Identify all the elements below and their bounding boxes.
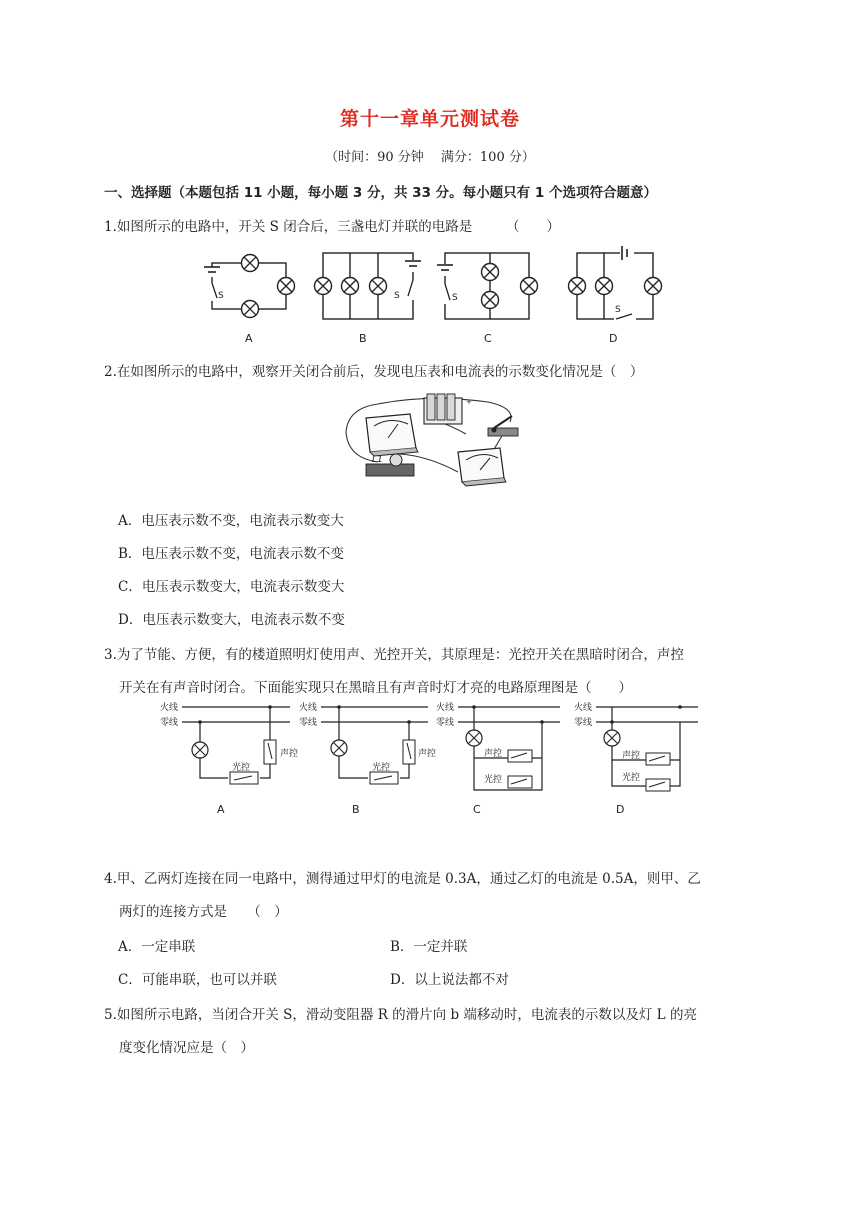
lamp-icon: [342, 278, 359, 295]
neutral-wire-label: 零线: [160, 718, 179, 728]
switch-label-a: S: [218, 291, 224, 301]
sound-switch-label: 声控: [280, 749, 299, 759]
lamp-icon: [482, 264, 499, 281]
option-label-d: D: [616, 803, 625, 816]
question-1-circuits: [190, 240, 670, 348]
question-2-stem: 2.在如图所示的电路中，观察开关闭合前后，发现电压表和电流表的示数变化情况是（ ）: [104, 364, 644, 380]
sound-switch-label: 声控: [418, 749, 437, 759]
light-switch-label: 光控: [622, 773, 641, 783]
option-label-c: C: [484, 332, 492, 345]
question-5-stem-line1: 5.如图所示电路，当闭合开关 S，滑动变阻器 R 的滑片向 b 端移动时，电流表的示数以及灯 L 的亮: [104, 1007, 697, 1023]
option-label-a: A: [217, 803, 225, 816]
question-2-apparatus: [338, 390, 524, 490]
svg-text:+: +: [466, 398, 472, 406]
switch-label-c: S: [452, 293, 458, 303]
sound-switch-label: 声控: [484, 749, 503, 759]
question-4-option-a: A．一定串联: [118, 939, 196, 955]
neutral-wire-label: 零线: [299, 718, 318, 728]
light-switch-label: 光控: [372, 763, 391, 773]
light-switch-label: 光控: [232, 763, 251, 773]
question-4-stem-line1: 4.甲、乙两灯连接在同一电路中，测得通过甲灯的电流是 0.3A，通过乙灯的电流是 0.5A，则甲、乙: [104, 871, 701, 887]
lamp-icon: [604, 730, 620, 746]
lamp-icon: [242, 255, 259, 272]
question-3-stem-line1: 3.为了节能、方便，有的楼道照明灯使用声、光控开关，其原理是：光控开关在黑暗时闭合，声控: [104, 647, 684, 663]
lamp-icon: [370, 278, 387, 295]
lamp-icon: [645, 278, 662, 295]
lamp-icon: [315, 278, 332, 295]
lamp-icon: [278, 278, 295, 295]
question-4-option-b: B．一定并联: [390, 939, 468, 955]
option-label-c: C: [473, 803, 481, 816]
lamp-icon: [466, 730, 482, 746]
option-label-d: D: [609, 332, 618, 345]
question-4-option-d: D．以上说法都不对: [390, 972, 509, 988]
battery-icon: [424, 394, 472, 424]
question-4-stem-line2: 两灯的连接方式是 （ ）: [119, 904, 288, 920]
lamp-icon: [192, 742, 208, 758]
question-2-option-c: C．电压表示数变大，电流表示数变大: [118, 579, 345, 595]
option-label-b: B: [359, 332, 367, 345]
exam-info: （时间：90 分钟 满分：100 分）: [325, 150, 535, 165]
live-wire-label: 火线: [160, 703, 179, 713]
question-2-option-d: D．电压表示数变大，电流表示数不变: [118, 612, 345, 628]
switch-icon: [488, 416, 518, 436]
live-wire-label: 火线: [299, 703, 318, 713]
live-wire-label: 火线: [436, 703, 455, 713]
question-5-stem-line2: 度变化情况应是（ ）: [119, 1040, 254, 1056]
ammeter-icon: [458, 448, 506, 486]
page-title: 第十一章单元测试卷: [339, 108, 520, 130]
lamp-label: L1: [372, 455, 383, 465]
option-label-a: A: [245, 332, 253, 345]
lamp-icon: [596, 278, 613, 295]
sound-switch-label: 声控: [622, 751, 641, 761]
lamp-icon: [569, 278, 586, 295]
question-3-stem-line2: 开关在有声音时闭合。下面能实现只在黑暗且有声音时灯才亮的电路原理图是（ ）: [119, 680, 632, 696]
neutral-wire-label: 零线: [574, 718, 593, 728]
question-2-option-b: B．电压表示数不变，电流表示数不变: [118, 546, 344, 562]
question-1-stem: 1.如图所示的电路中，开关 S 闭合后，三盏电灯并联的电路是 （ ）: [104, 219, 560, 235]
question-4-option-c: C．可能串联，也可以并联: [118, 972, 277, 988]
section-heading: 一、选择题（本题包括 11 小题，每小题 3 分，共 33 分。每小题只有 1 个选项符合题意）: [104, 185, 657, 201]
neutral-wire-label: 零线: [436, 718, 455, 728]
switch-label-b: S: [394, 291, 400, 301]
live-wire-label: 火线: [574, 703, 593, 713]
lamp-icon: [242, 301, 259, 318]
lamp-icon: [331, 740, 347, 756]
option-label-b: B: [352, 803, 360, 816]
lamp-icon: [521, 278, 538, 295]
question-3-circuits: [158, 698, 718, 822]
lamp-icon: [482, 292, 499, 309]
question-2-option-a: A．电压表示数不变，电流表示数变大: [118, 513, 344, 529]
switch-label-d: S: [615, 305, 621, 315]
voltmeter-icon: [366, 414, 418, 456]
light-switch-label: 光控: [484, 775, 503, 785]
